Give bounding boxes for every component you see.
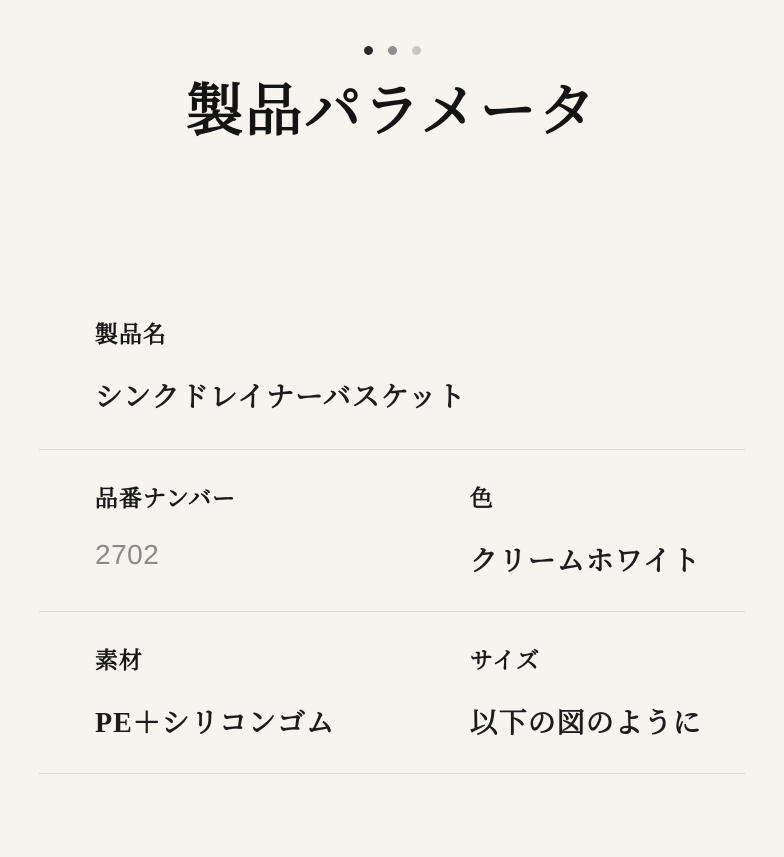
- spec-value-material: PE＋シリコンゴム: [95, 708, 336, 740]
- spec-cell-size: [470, 612, 745, 773]
- spec-label-product-name: 製品名: [95, 321, 167, 349]
- table-row: [39, 611, 745, 773]
- spec-value-model-number: 2702: [95, 539, 160, 571]
- decorative-dots: [0, 0, 784, 55]
- spec-cell-color: [470, 450, 745, 611]
- dot-icon-mid: [388, 46, 397, 55]
- page-title: 製品パラメータ: [186, 77, 598, 144]
- spec-label-material: 素材: [95, 647, 143, 675]
- spec-label-model-number: 品番ナンバー: [95, 485, 237, 513]
- spec-label-color: 色: [470, 485, 494, 513]
- spec-label-size: サイズ: [470, 647, 541, 675]
- spec-cell-model-number: [95, 450, 470, 611]
- spec-cell-material: [95, 612, 470, 773]
- spec-value-product-name: シンクドレイナーバスケット: [95, 382, 467, 414]
- spec-table: [39, 181, 745, 773]
- table-bottom-divider: [39, 773, 745, 774]
- spec-value-size: 以下の図のように: [470, 708, 703, 740]
- dot-icon-dark: [364, 46, 373, 55]
- dot-icon-light: [412, 46, 421, 55]
- table-row: [39, 449, 745, 611]
- spec-value-color: クリームホワイト: [470, 546, 702, 578]
- spec-cell-product-name: [95, 316, 745, 449]
- table-row: [39, 316, 745, 449]
